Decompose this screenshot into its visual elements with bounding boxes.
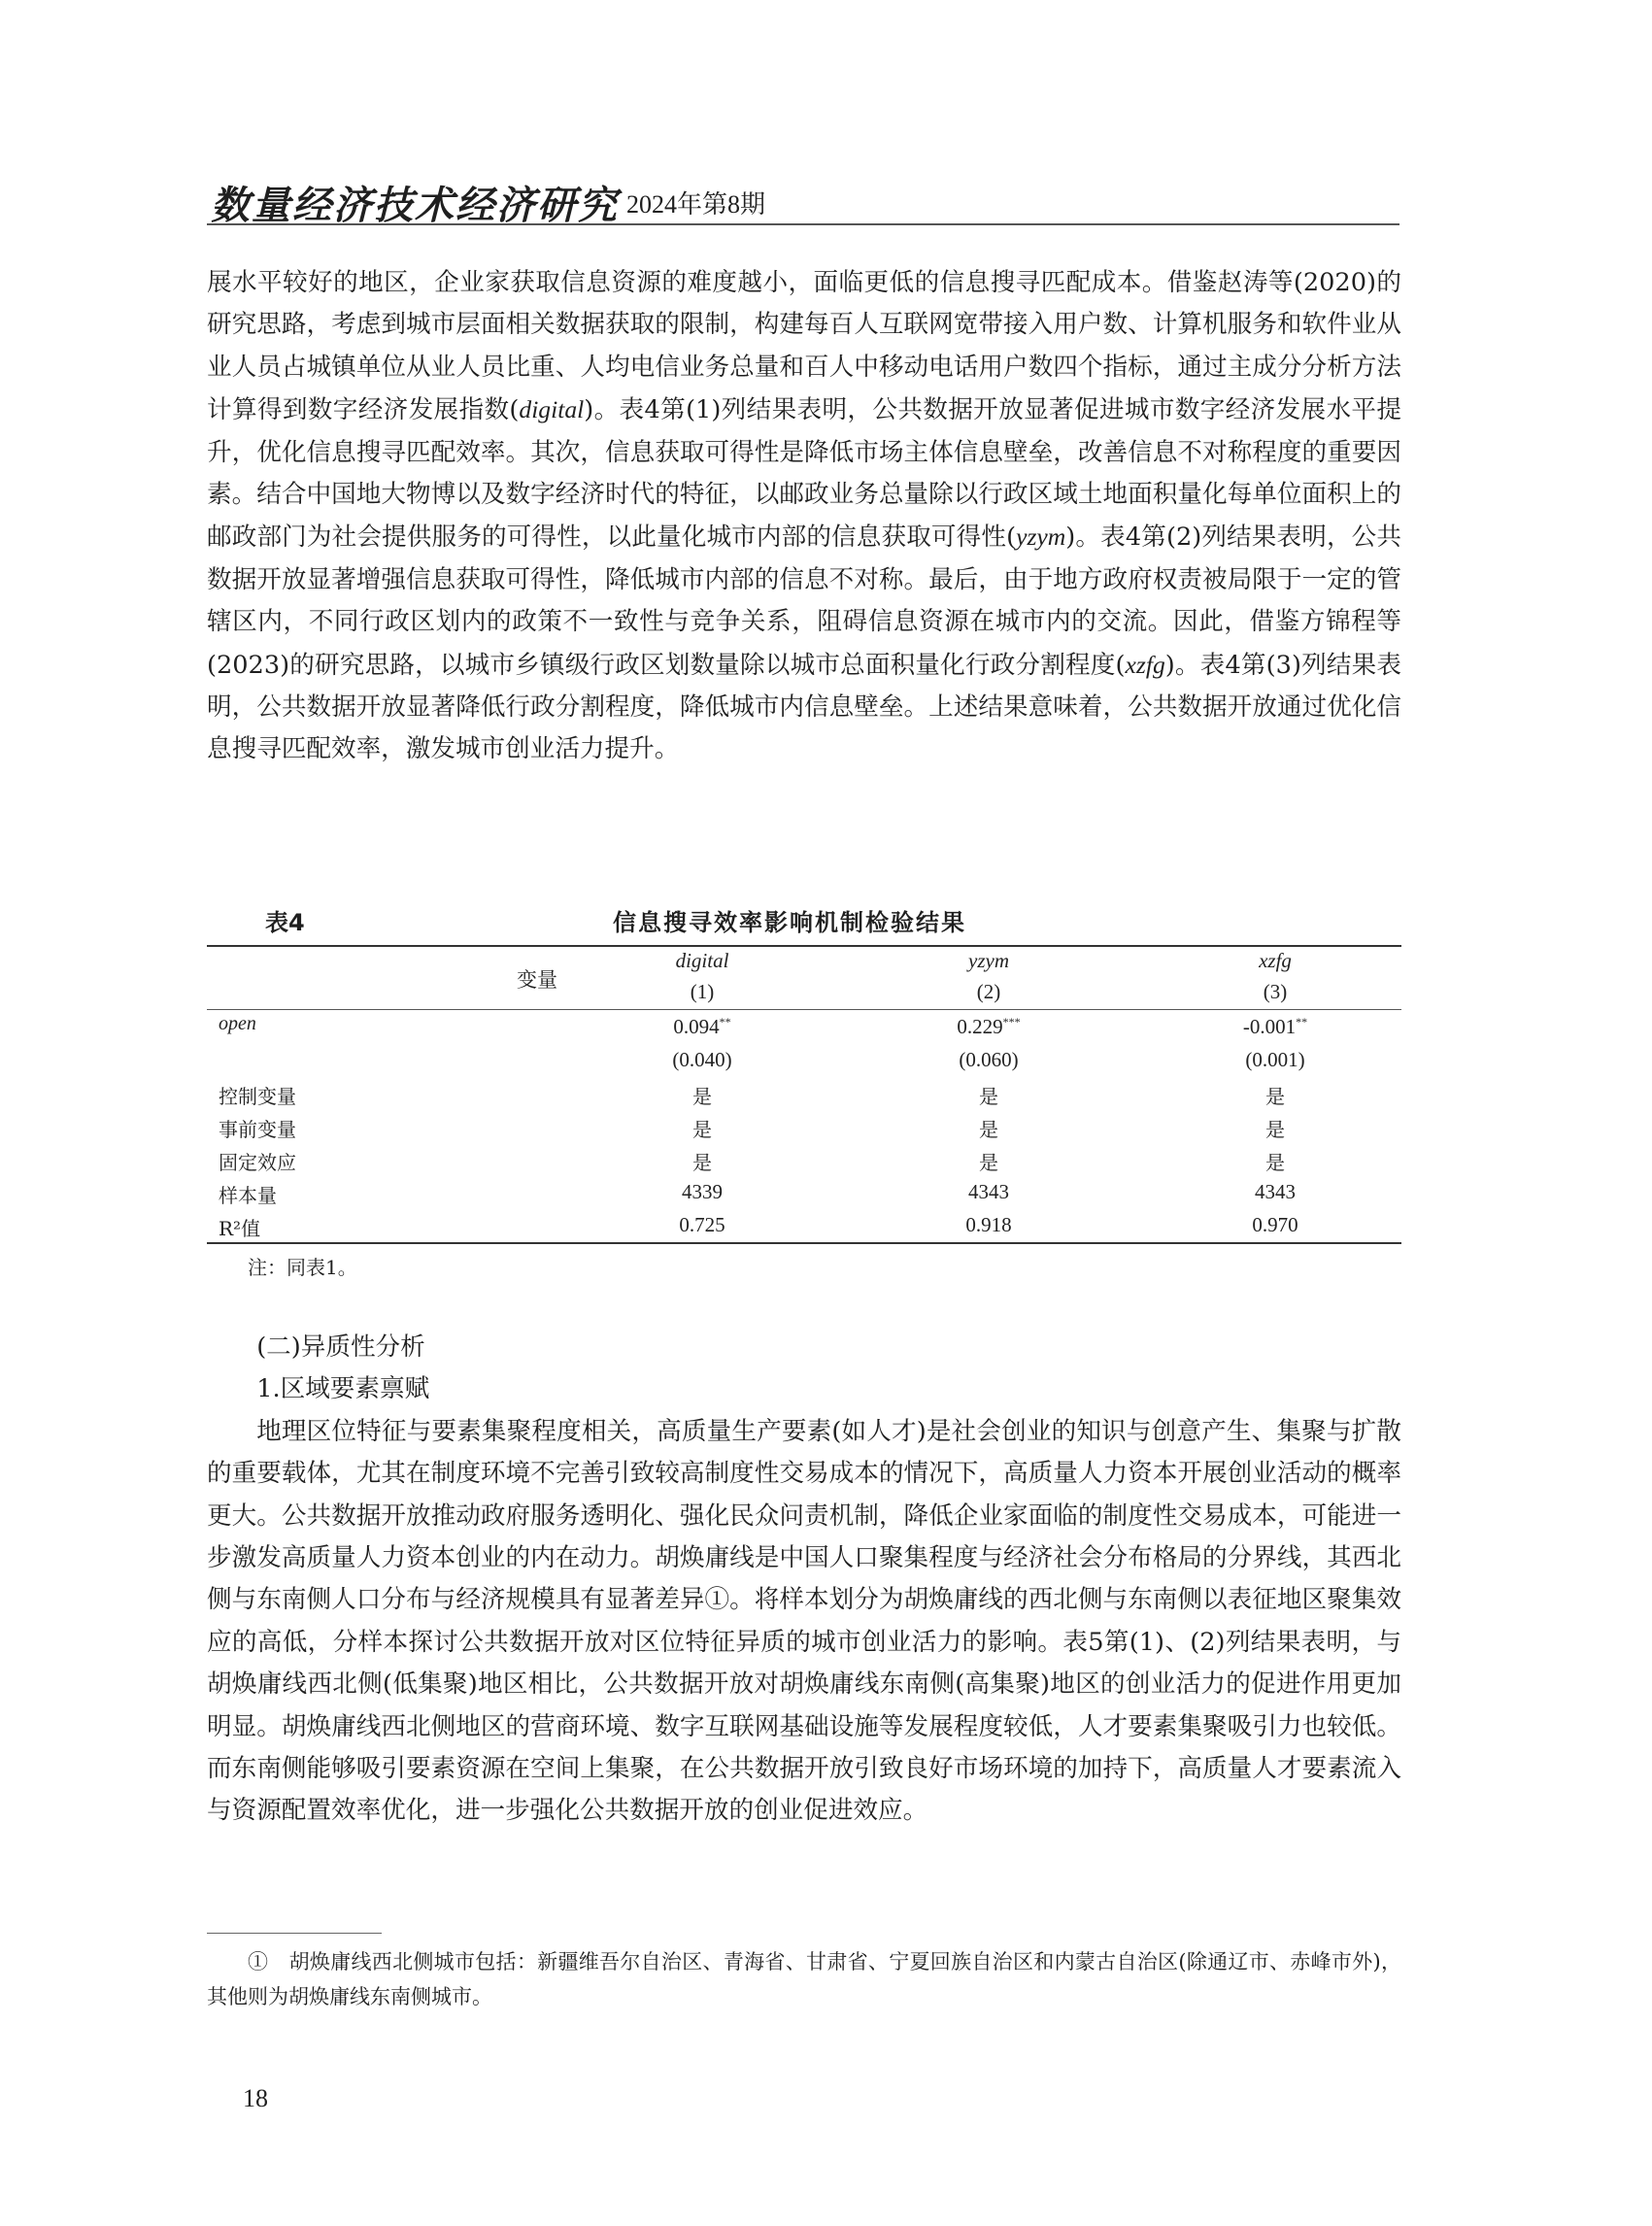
se-cell: (0.040) (672, 1048, 732, 1071)
footnote (207, 1944, 1401, 2014)
variable-digital: digital (519, 395, 585, 424)
bottom-rule (207, 1242, 1401, 1244)
running-header (207, 173, 1399, 228)
variable-xzfg: xzfg (1125, 650, 1165, 679)
significance-stars: ** (1296, 1015, 1308, 1029)
table-number: 表4 (265, 909, 305, 936)
table-cell: 是 (979, 1085, 998, 1108)
column-header-num: (3) (1263, 980, 1288, 1003)
row-label: 固定效应 (219, 1151, 296, 1174)
page-number: 18 (243, 2084, 268, 2112)
table-cell: 0.725 (679, 1213, 725, 1236)
table-cell: 4339 (682, 1180, 723, 1203)
row-label-open: open (219, 1013, 256, 1034)
column-header-var: digital (675, 949, 729, 972)
se-cell: (0.001) (1245, 1048, 1305, 1071)
significance-stars: ** (719, 1015, 731, 1029)
row-label: 事前变量 (219, 1118, 296, 1141)
top-rule (207, 945, 1401, 947)
paragraph-text (207, 262, 1401, 771)
section-block (207, 1327, 1401, 1833)
body-paragraph-2: 地理区位特征与要素集聚程度相关，高质量生产要素(如人才)是社会创业的知识与创意产生、集聚与扩散的重要载体，尤其在制度环境不完善引致较高制度性交易成本的情况下，高质量人力资本开展创业活动的概率更大。公共数据开放推动政府服务透明化、强化民众问责机制，降低企业家面临的制度性交易成本，可能进一步激发高质量人力资本创业的内在动力。胡焕庸线是中国人口聚集程度与经济社会分布格局的分界线，其西北侧与东南侧人口分布与经济规模具有显著差异①。将样本划分为胡焕庸线的西北侧与东南侧以表征地区聚集效应的高低，分样本探讨公共数据开放对区位特征异质的城市创业活力的影响。表5第(1)、(2)列结果表明，与胡焕庸线西北侧(低集聚)地区相比，公共数据开放对胡焕庸线东南侧(高集聚)地区的创业活力的促进作用更加明显。胡焕庸线西北侧地区的营商环境、数字互联网基础设施等发展程度较低，人才要素集聚吸引力也较低。而东南侧能够吸引要素资源在空间上集聚，在公共数据开放引致良好市场环境的加持下，高质量人才要素流入与资源配置效率优化，进一步强化公共数据开放的创业促进效应。 (207, 1416, 1401, 1826)
table-cell: 4343 (1255, 1180, 1296, 1203)
table-cell: 是 (692, 1151, 712, 1174)
column-header-num: (2) (976, 980, 1001, 1003)
table-cell: 是 (692, 1118, 712, 1141)
journal-title: 数量经济技术经济研究 (211, 184, 619, 228)
text-run: )。表4第(1)列结果表明，公共数据开放显著促进城市数字经济发展水平提升，优化信息搜寻匹配效率。其次，信息获取可得性是降低市场主体信息壁垒，改善信息不对称程度的重要因素。结合中国地大物博以及数字经济时代的特征，以邮政业务总量除以行政区域土地面积量化每单位面积上的邮政部门为社会提供服务的可得性，以此量化城市内部的信息获取可得性( (207, 395, 1401, 553)
body-paragraph-1 (207, 262, 1401, 771)
footnote-rule (207, 1933, 382, 1934)
coef-cell (1207, 1015, 1343, 1039)
section-heading: (二)异质性分析 (256, 1332, 425, 1362)
row-label: R²值 (219, 1217, 261, 1240)
significance-stars: *** (1002, 1015, 1021, 1029)
text-run: 展水平较好的地区，企业家获取信息资源的难度越小，面临更低的信息搜寻匹配成本。借鉴赵涛等(2020)的研究思路，考虑到城市层面相关数据获取的限制，构建每百人互联网宽带接入用户数、计算机服务和软件业从业人员占城镇单位从业人员比重、人均电信业务总量和百人中移动电话用户数四个指标，通过主成分分析方法计算得到数字经济发展指数( (207, 268, 1401, 425)
table-cell: 是 (1265, 1085, 1285, 1108)
variable-yzym: yzym (1016, 523, 1066, 552)
text-run: )。表4第(2)列结果表明，公共数据开放显著增强信息获取可得性，降低城市内部的信息不对称。最后，由于地方政府权责被局限于一定的管辖区内，不同行政区划内的政策不一致性与竞争关系，阻碍信息资源在城市内的交流。因此，借鉴方锦程等(2023)的研究思路，以城市乡镇级行政区划数量除以城市总面积量化行政分割程度( (207, 523, 1401, 680)
coef-cell (634, 1015, 770, 1039)
se-cell: (0.060) (959, 1048, 1019, 1071)
table-cell: 0.970 (1252, 1213, 1298, 1236)
table-cell: 是 (979, 1151, 998, 1174)
coef-value: 0.094 (673, 1015, 720, 1038)
table-cell: 是 (979, 1118, 998, 1141)
table-cell: 是 (692, 1085, 712, 1108)
table-cell: 是 (1265, 1151, 1285, 1174)
header-variable-label: 变量 (517, 968, 557, 992)
column-header-num: (1) (690, 980, 715, 1003)
table-cell: 是 (1265, 1118, 1285, 1141)
row-label: 样本量 (219, 1184, 277, 1207)
table-cell: 4343 (968, 1180, 1009, 1203)
coef-value: -0.001 (1242, 1015, 1297, 1038)
table-cell: 0.918 (965, 1213, 1012, 1236)
issue-label: 2024年第8期 (626, 190, 766, 219)
table-title: 信息搜寻效率影响机制检验结果 (613, 909, 966, 936)
footnote-text: ① 胡焕庸线西北侧城市包括：新疆维吾尔自治区、青海省、甘肃省、宁夏回族自治区和内蒙古自治区(除通辽市、赤峰市外)，其他则为胡焕庸线东南侧城市。 (207, 1950, 1401, 2008)
table-note: 注：同表1。 (248, 1256, 357, 1279)
coef-value: 0.229 (957, 1015, 1003, 1038)
header-rule (207, 1009, 1401, 1010)
column-header-var: xzfg (1259, 949, 1292, 972)
subsection-heading: 1.区域要素禀赋 (256, 1374, 430, 1404)
column-header-var: yzym (968, 949, 1009, 972)
coef-cell (921, 1015, 1057, 1039)
row-label: 控制变量 (219, 1085, 296, 1108)
text-run: )。表4第(3)列结果表明，公共数据开放显著降低行政分割程度，降低城市内信息壁垒。上述结果意味着，公共数据开放通过优化信息搜寻匹配效率，激发城市创业活力提升。 (207, 650, 1401, 764)
table-caption (207, 901, 1401, 936)
